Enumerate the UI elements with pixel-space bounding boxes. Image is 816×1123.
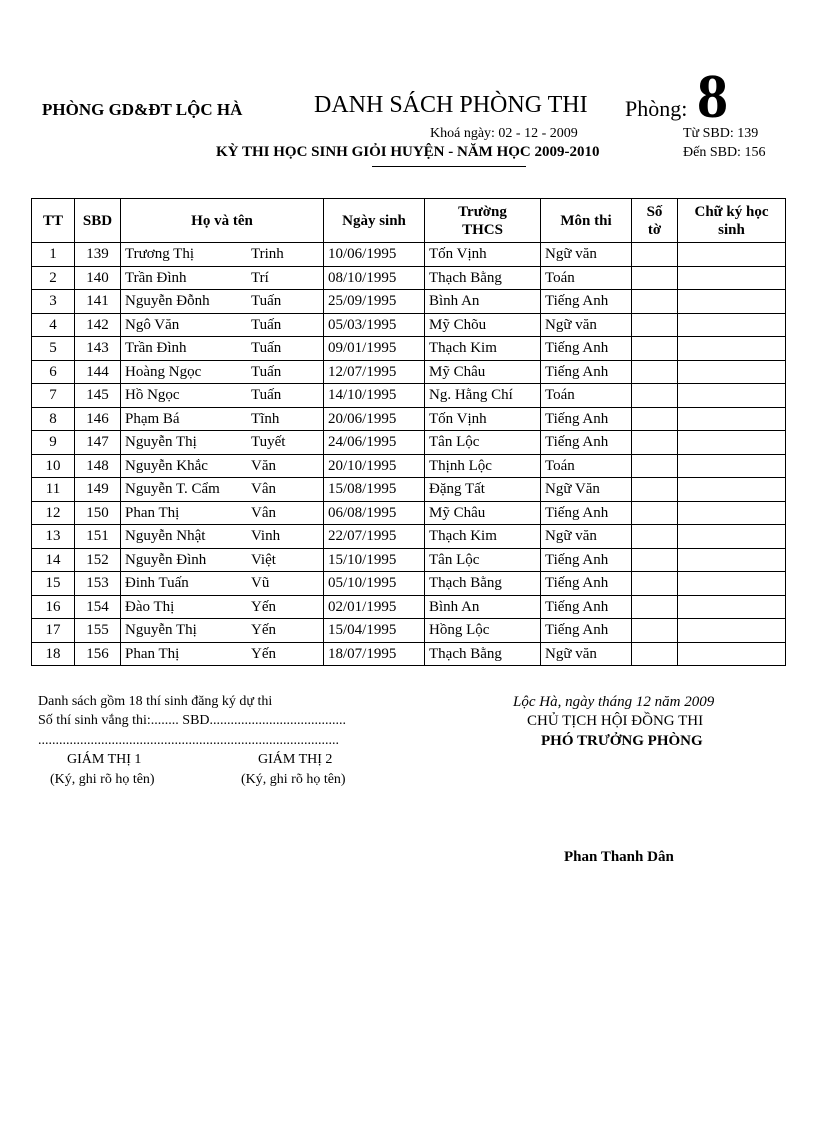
cell-subject: Tiếng Anh — [541, 619, 632, 643]
table-row — [32, 501, 786, 525]
cell-full-name — [121, 337, 324, 361]
cell-dob: 20/06/1995 — [324, 407, 425, 431]
cell-first-name: Tuấn — [251, 340, 282, 356]
cell-sbd: 139 — [75, 243, 121, 267]
header-tt: TT — [32, 199, 75, 243]
cell-first-name: Tuấn — [251, 293, 282, 309]
cell-full-name — [121, 290, 324, 314]
cell-subject: Ngữ văn — [541, 642, 632, 666]
dotted-line: ...................................................................................... — [38, 733, 339, 748]
cell-full-name — [121, 501, 324, 525]
cell-last-name: Nguyễn Đình — [125, 551, 207, 568]
cell-school: Bình An — [425, 290, 541, 314]
cell-sheets — [632, 407, 678, 431]
table-row — [32, 360, 786, 384]
cell-sheets — [632, 243, 678, 267]
sbd-from: Từ SBD: 139 — [683, 126, 759, 141]
header-name: Họ và tên — [121, 199, 324, 243]
cell-tt: 10 — [32, 454, 75, 478]
cell-first-name: Vân — [251, 504, 276, 521]
absent-line: Số thí sinh vắng thi:........ SBD....................................... — [38, 713, 347, 728]
cell-dob: 05/10/1995 — [324, 572, 425, 596]
cell-last-name: Trần Đình — [125, 340, 187, 356]
cell-sheets — [632, 384, 678, 408]
cell-full-name — [121, 243, 324, 267]
cell-sbd: 151 — [75, 525, 121, 549]
cell-last-name: Đào Thị — [125, 598, 175, 615]
cell-signature — [678, 431, 786, 455]
table-row — [32, 337, 786, 361]
cell-school: Thạch Kim — [425, 525, 541, 549]
cell-first-name: Yến — [251, 598, 276, 615]
header-school-line1: Trường — [458, 203, 507, 220]
cell-signature — [678, 243, 786, 267]
cell-school: Tân Lộc — [425, 548, 541, 572]
cell-last-name: Phan Thị — [125, 504, 180, 521]
roster-body — [32, 243, 786, 666]
cell-full-name — [121, 313, 324, 337]
cell-sbd: 154 — [75, 595, 121, 619]
header-sbd: SBD — [75, 199, 121, 243]
cell-subject: Tiếng Anh — [541, 407, 632, 431]
cell-dob: 20/10/1995 — [324, 454, 425, 478]
cell-sbd: 147 — [75, 431, 121, 455]
cell-dob: 24/06/1995 — [324, 431, 425, 455]
cell-subject: Ngữ văn — [541, 313, 632, 337]
cell-signature — [678, 384, 786, 408]
cell-tt: 12 — [32, 501, 75, 525]
header-dob: Ngày sinh — [324, 199, 425, 243]
cell-full-name — [121, 619, 324, 643]
cell-last-name: Nguyễn T. Cẩm — [125, 481, 220, 497]
table-row — [32, 619, 786, 643]
cell-sbd: 155 — [75, 619, 121, 643]
cell-dob: 10/06/1995 — [324, 243, 425, 267]
table-row — [32, 243, 786, 267]
cell-sheets — [632, 478, 678, 502]
cell-full-name — [121, 360, 324, 384]
cell-full-name — [121, 595, 324, 619]
cell-sheets — [632, 313, 678, 337]
table-row — [32, 454, 786, 478]
table-row — [32, 572, 786, 596]
cell-last-name: Nguyễn Nhật — [125, 528, 206, 544]
cell-sheets — [632, 525, 678, 549]
cell-sheets — [632, 642, 678, 666]
cell-last-name: Nguyễn Khắc — [125, 457, 208, 474]
cell-sbd: 148 — [75, 454, 121, 478]
cell-signature — [678, 501, 786, 525]
cell-full-name — [121, 431, 324, 455]
cell-tt: 9 — [32, 431, 75, 455]
cell-tt: 4 — [32, 313, 75, 337]
cell-subject: Tiếng Anh — [541, 431, 632, 455]
room-number: 8 — [697, 63, 728, 131]
cell-first-name: Tuyết — [251, 434, 286, 450]
cell-school: Thạch Bằng — [425, 572, 541, 596]
cell-first-name: Trinh — [251, 246, 284, 262]
cell-tt: 18 — [32, 642, 75, 666]
cell-signature — [678, 595, 786, 619]
cell-first-name: Tuấn — [251, 387, 282, 403]
cell-school: Hồng Lộc — [425, 619, 541, 643]
cell-first-name: Tuấn — [251, 316, 282, 333]
table-row — [32, 290, 786, 314]
cell-first-name: Vinh — [251, 528, 281, 544]
department-name: PHÒNG GD&ĐT LỘC HÀ — [42, 100, 243, 119]
signer-name: Phan Thanh Dân — [564, 849, 674, 865]
supervisor-1-title: GIÁM THỊ 1 — [67, 752, 142, 767]
cell-school: Thạch Bằng — [425, 266, 541, 290]
header-subject: Môn thi — [541, 199, 632, 243]
cell-sheets — [632, 431, 678, 455]
header-signature-line2: sinh — [718, 221, 745, 238]
title-underline — [372, 166, 526, 167]
cell-sheets — [632, 595, 678, 619]
table-row — [32, 266, 786, 290]
cell-subject: Ngữ văn — [541, 243, 632, 267]
cell-first-name: Yến — [251, 645, 276, 662]
cell-first-name: Yến — [251, 622, 276, 638]
cell-sbd: 149 — [75, 478, 121, 502]
cell-school: Mỹ Châu — [425, 360, 541, 384]
cell-first-name: Văn — [251, 457, 276, 474]
cell-school: Bình An — [425, 595, 541, 619]
cell-full-name — [121, 384, 324, 408]
table-row — [32, 548, 786, 572]
cell-tt: 16 — [32, 595, 75, 619]
cell-subject: Tiếng Anh — [541, 548, 632, 572]
cell-full-name — [121, 407, 324, 431]
cell-sbd: 140 — [75, 266, 121, 290]
cell-dob: 14/10/1995 — [324, 384, 425, 408]
cell-tt: 11 — [32, 478, 75, 502]
cell-subject: Tiếng Anh — [541, 572, 632, 596]
cell-sheets — [632, 548, 678, 572]
cell-subject: Toán — [541, 454, 632, 478]
chair-title: CHỦ TỊCH HỘI ĐỒNG THI — [527, 713, 704, 729]
header-sheets-line1: Số — [646, 203, 663, 220]
deputy-title: PHÓ TRƯỞNG PHÒNG — [541, 733, 703, 749]
cell-first-name: Việt — [251, 551, 276, 568]
supervisor-2-title: GIÁM THỊ 2 — [258, 752, 333, 767]
cell-subject: Tiếng Anh — [541, 595, 632, 619]
cell-signature — [678, 478, 786, 502]
room-label: Phòng: — [625, 96, 688, 121]
supervisor-2-note: (Ký, ghi rõ họ tên) — [241, 772, 346, 787]
cell-dob: 15/04/1995 — [324, 619, 425, 643]
cell-last-name: Hoàng Ngọc — [125, 363, 202, 380]
cell-school: Mỹ Châu — [425, 501, 541, 525]
sbd-to: Đến SBD: 156 — [683, 145, 766, 160]
cell-first-name: Vũ — [251, 575, 270, 591]
cell-last-name: Nguyễn Thị — [125, 622, 197, 638]
exam-name: KỲ THI HỌC SINH GIỎI HUYỆN - NĂM HỌC 2009-2010 — [216, 144, 600, 160]
cell-last-name: Nguyễn Đỗnh — [125, 293, 210, 309]
table-row — [32, 407, 786, 431]
cell-signature — [678, 313, 786, 337]
cell-sbd: 153 — [75, 572, 121, 596]
table-row — [32, 478, 786, 502]
header-signature-line1: Chữ ký học — [694, 203, 769, 220]
cell-sheets — [632, 266, 678, 290]
cell-first-name: Trí — [251, 269, 269, 286]
cell-full-name — [121, 266, 324, 290]
cell-last-name: Hồ Ngọc — [125, 387, 180, 403]
cell-sheets — [632, 454, 678, 478]
header-sheets — [632, 199, 678, 243]
cell-dob: 08/10/1995 — [324, 266, 425, 290]
cell-sbd: 146 — [75, 407, 121, 431]
cell-subject: Ngữ văn — [541, 525, 632, 549]
cell-sheets — [632, 572, 678, 596]
cell-signature — [678, 548, 786, 572]
cell-dob: 12/07/1995 — [324, 360, 425, 384]
cell-tt: 3 — [32, 290, 75, 314]
cell-tt: 5 — [32, 337, 75, 361]
cell-tt: 15 — [32, 572, 75, 596]
cell-dob: 15/10/1995 — [324, 548, 425, 572]
place-date: Lộc Hà, ngày tháng 12 năm 2009 — [513, 694, 715, 710]
cell-last-name: Trương Thị — [125, 246, 195, 262]
cell-signature — [678, 572, 786, 596]
cell-signature — [678, 266, 786, 290]
cell-signature — [678, 525, 786, 549]
cell-tt: 7 — [32, 384, 75, 408]
summary-text: Danh sách gồm 18 thí sinh đăng ký dự thi — [38, 694, 273, 709]
cell-sbd: 150 — [75, 501, 121, 525]
cell-signature — [678, 642, 786, 666]
cell-school: Ng. Hằng Chí — [425, 384, 541, 408]
table-row — [32, 595, 786, 619]
document-title: DANH SÁCH PHÒNG THI — [314, 92, 588, 118]
cell-subject: Ngữ Văn — [541, 478, 632, 502]
cell-sbd: 142 — [75, 313, 121, 337]
cell-full-name — [121, 454, 324, 478]
cell-school: Tốn Vịnh — [425, 243, 541, 267]
cell-tt: 14 — [32, 548, 75, 572]
cell-school: Tốn Vịnh — [425, 407, 541, 431]
cell-tt: 8 — [32, 407, 75, 431]
cell-signature — [678, 360, 786, 384]
table-row — [32, 525, 786, 549]
table-row — [32, 384, 786, 408]
cell-tt: 1 — [32, 243, 75, 267]
header-school — [425, 199, 541, 243]
roster-table — [31, 198, 786, 666]
header-sheets-line2: tờ — [647, 221, 662, 238]
cell-subject: Tiếng Anh — [541, 290, 632, 314]
cell-dob: 06/08/1995 — [324, 501, 425, 525]
cell-school: Đặng Tất — [425, 478, 541, 502]
cell-sbd: 152 — [75, 548, 121, 572]
cell-signature — [678, 454, 786, 478]
cell-school: Thạch Kim — [425, 337, 541, 361]
supervisor-1-note: (Ký, ghi rõ họ tên) — [50, 772, 155, 787]
table-row — [32, 313, 786, 337]
cell-dob: 09/01/1995 — [324, 337, 425, 361]
cell-school: Mỹ Chõu — [425, 313, 541, 337]
cell-tt: 17 — [32, 619, 75, 643]
cell-sbd: 141 — [75, 290, 121, 314]
cell-sbd: 144 — [75, 360, 121, 384]
cell-school: Tân Lộc — [425, 431, 541, 455]
cell-school: Thạch Bằng — [425, 642, 541, 666]
cell-sbd: 143 — [75, 337, 121, 361]
table-row — [32, 642, 786, 666]
cell-tt: 6 — [32, 360, 75, 384]
cell-subject: Tiếng Anh — [541, 360, 632, 384]
cell-dob: 02/01/1995 — [324, 595, 425, 619]
cell-dob: 05/03/1995 — [324, 313, 425, 337]
cell-signature — [678, 407, 786, 431]
cell-school: Thịnh Lộc — [425, 454, 541, 478]
cell-last-name: Phan Thị — [125, 645, 180, 662]
cell-sheets — [632, 360, 678, 384]
cell-first-name: Vân — [251, 481, 276, 497]
cell-full-name — [121, 548, 324, 572]
cell-signature — [678, 290, 786, 314]
cell-tt: 13 — [32, 525, 75, 549]
cell-dob: 18/07/1995 — [324, 642, 425, 666]
cell-full-name — [121, 478, 324, 502]
cell-last-name: Nguyễn Thị — [125, 434, 197, 450]
cell-dob: 22/07/1995 — [324, 525, 425, 549]
cell-sbd: 145 — [75, 384, 121, 408]
cell-sbd: 156 — [75, 642, 121, 666]
cell-sheets — [632, 619, 678, 643]
cell-tt: 2 — [32, 266, 75, 290]
cell-sheets — [632, 337, 678, 361]
cell-subject: Tiếng Anh — [541, 501, 632, 525]
cell-dob: 25/09/1995 — [324, 290, 425, 314]
cell-last-name: Trần Đình — [125, 269, 187, 286]
cell-dob: 15/08/1995 — [324, 478, 425, 502]
cell-subject: Toán — [541, 384, 632, 408]
cell-first-name: Tĩnh — [251, 410, 280, 427]
cell-subject: Tiếng Anh — [541, 337, 632, 361]
cell-sheets — [632, 290, 678, 314]
cell-sheets — [632, 501, 678, 525]
cell-last-name: Đinh Tuấn — [125, 575, 189, 591]
table-header-row — [32, 199, 786, 243]
cell-last-name: Ngô Văn — [125, 316, 180, 333]
cell-full-name — [121, 572, 324, 596]
header-signature — [678, 199, 786, 243]
cell-signature — [678, 337, 786, 361]
cell-last-name: Phạm Bá — [125, 410, 180, 427]
cell-full-name — [121, 642, 324, 666]
cell-subject: Toán — [541, 266, 632, 290]
exam-date: Khoá ngày: 02 - 12 - 2009 — [430, 126, 578, 141]
cell-signature — [678, 619, 786, 643]
cell-full-name — [121, 525, 324, 549]
table-row — [32, 431, 786, 455]
cell-first-name: Tuấn — [251, 363, 282, 380]
header-school-line2: THCS — [462, 221, 503, 238]
